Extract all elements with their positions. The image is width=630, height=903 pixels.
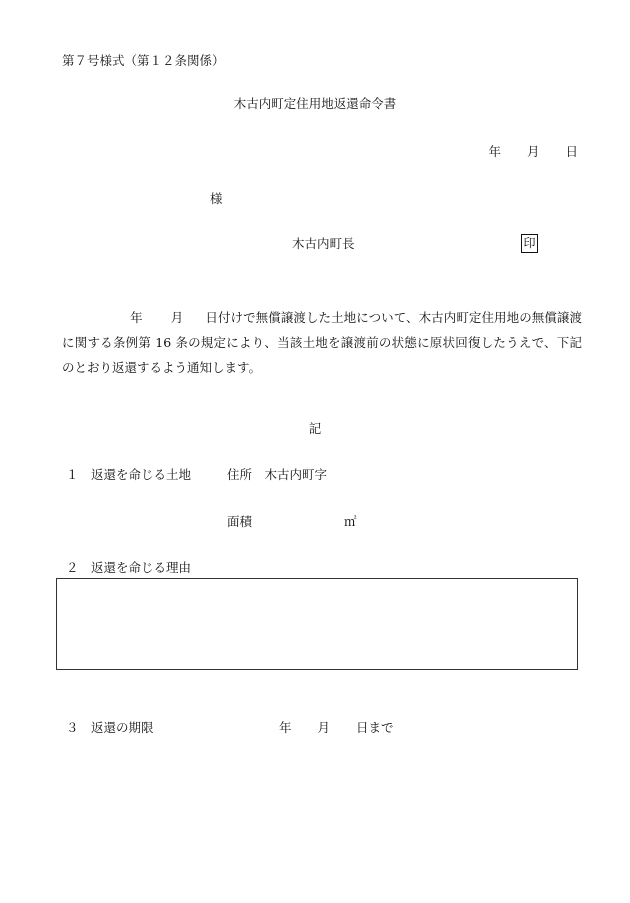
date-month-label: 月 (526, 144, 540, 159)
item2-label: ２ 返還を命じる理由 (66, 560, 192, 575)
addressee-honorific: 様 (210, 191, 223, 206)
item1-area-label: 面積 (227, 514, 253, 529)
area-unit: ㎡ (344, 514, 357, 529)
deadline-day-label: 日まで (356, 720, 394, 735)
body-month-label: 月 (170, 310, 184, 325)
date-year-label: 年 (488, 144, 501, 159)
body-year-label: 年 (130, 310, 143, 325)
deadline-date (279, 720, 394, 736)
issue-date (488, 144, 578, 160)
body-text: 日付けで無償譲渡した土地について、木古内町定住用地の無償譲渡に関する条例第 16 条の規定により、当該土地を譲渡前の状態に原状回復したうえで、下記のとおり返還するよう通知します。 (62, 310, 582, 375)
sender-name: 木古内町長 (292, 236, 355, 251)
reason-entry-box[interactable] (56, 578, 578, 670)
seal-stamp-box: 印 (521, 234, 538, 253)
ki-heading: 記 (308, 421, 322, 436)
notice-body (62, 305, 582, 380)
deadline-month-label: 月 (317, 720, 331, 735)
document-title: 木古内町定住用地返還命令書 (233, 96, 397, 111)
item1-area-row (227, 514, 357, 530)
item1-label: １ 返還を命じる土地 (66, 467, 192, 482)
form-number-label: 第７号様式（第１２条関係） (62, 53, 225, 68)
date-day-label: 日 (565, 144, 578, 159)
item1-address-label: 住所 木古内町字 (227, 467, 328, 482)
item3-label: ３ 返還の期限 (66, 720, 154, 735)
deadline-year-label: 年 (279, 720, 292, 735)
